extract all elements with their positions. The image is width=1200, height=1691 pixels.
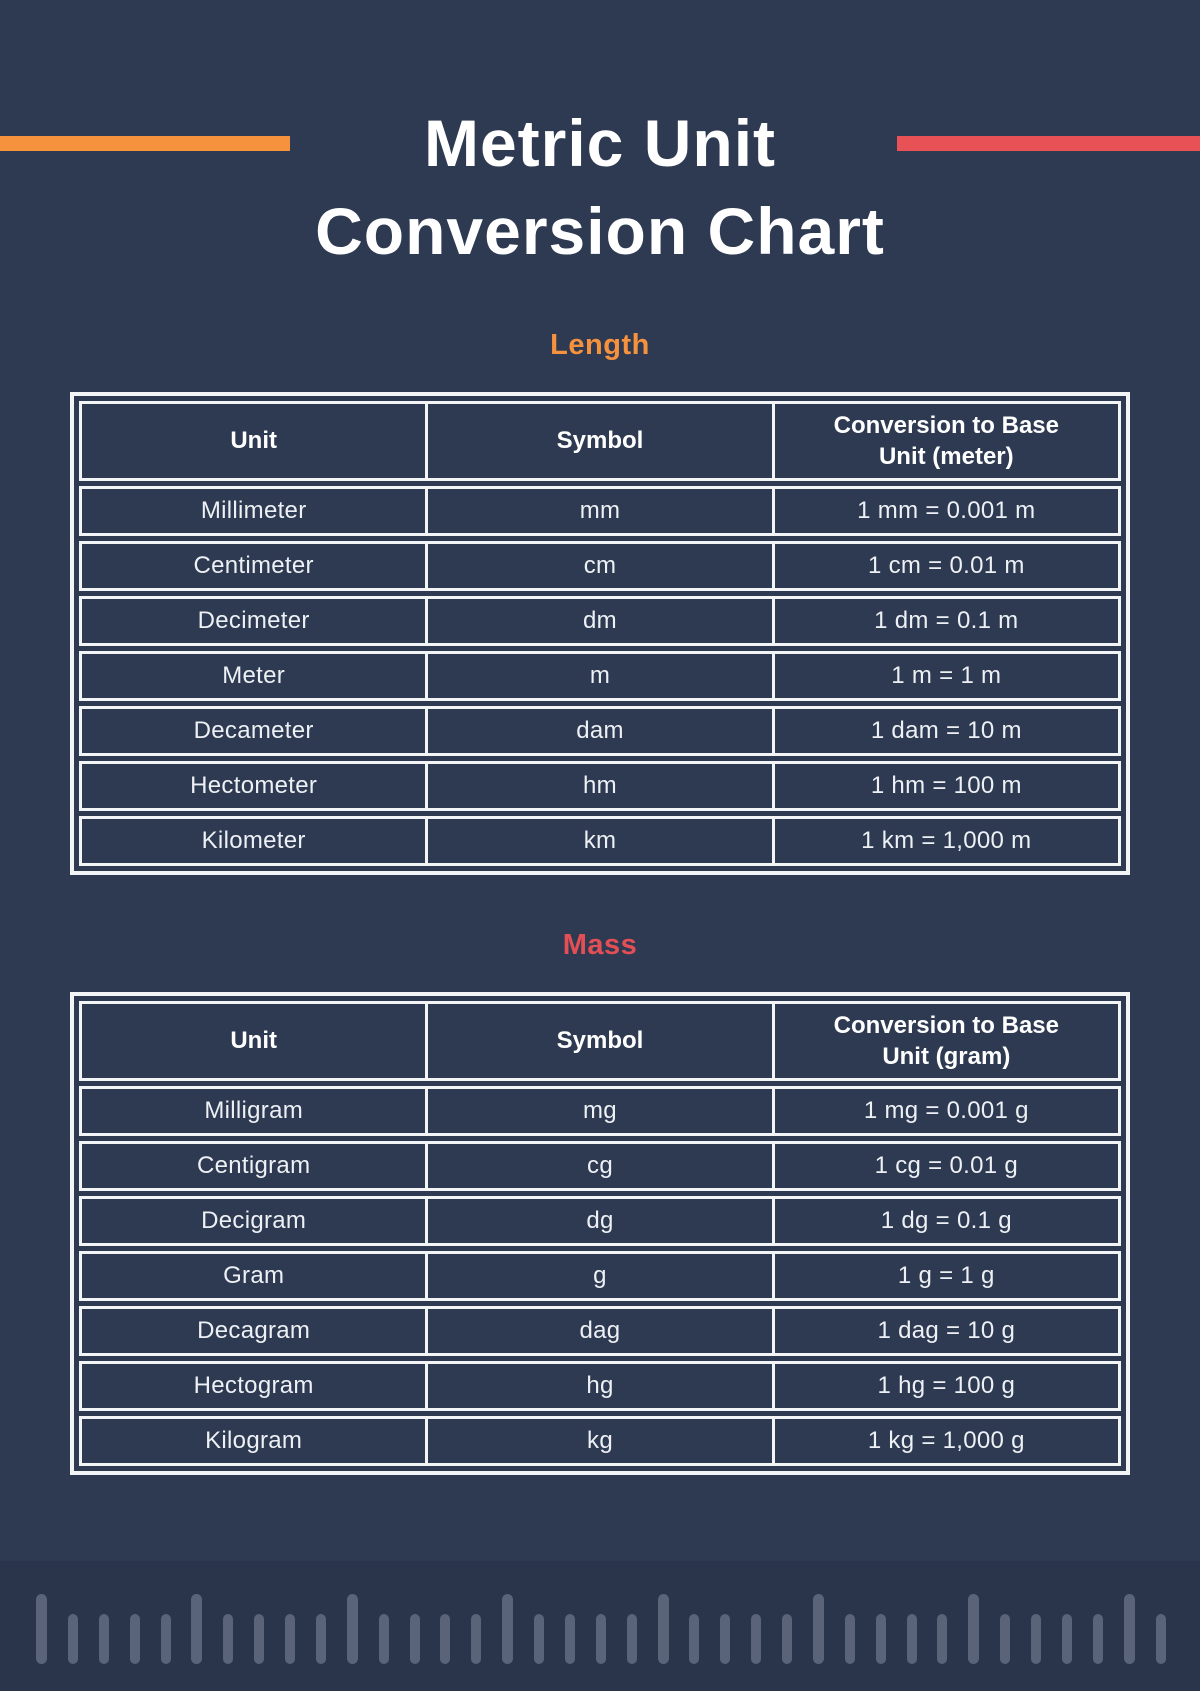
- table-row: [79, 1416, 1121, 1466]
- unit-cell: [82, 1254, 425, 1298]
- unit-cell-value: Gram: [223, 1262, 285, 1289]
- table-header-row: [79, 1001, 1121, 1081]
- table-row: [79, 1306, 1121, 1356]
- ruler-tick: [937, 1614, 947, 1664]
- conversion-cell-value: 1 km = 1,000 m: [861, 827, 1032, 854]
- unit-cell-value: Kilogram: [205, 1427, 303, 1454]
- ruler-tick: [627, 1614, 637, 1664]
- symbol-cell-value: g: [593, 1262, 607, 1289]
- unit-cell: [82, 1089, 425, 1133]
- ruler-major-tick: [1124, 1594, 1135, 1664]
- conversion-cell-value: 1 cg = 0.01 g: [874, 1152, 1018, 1179]
- conversion-cell-value: 1 g = 1 g: [897, 1262, 995, 1289]
- symbol-cell-value: kg: [587, 1427, 613, 1454]
- column-header-label: Conversion to Base Unit (gram): [833, 1011, 1059, 1070]
- ruler-tick: [596, 1614, 606, 1664]
- conversion-cell: [772, 654, 1118, 698]
- symbol-cell: [425, 1309, 771, 1353]
- ruler-tick: [534, 1614, 544, 1664]
- conversion-cell-value: 1 hg = 100 g: [877, 1372, 1016, 1399]
- unit-cell: [82, 1364, 425, 1408]
- conversion-cell: [772, 709, 1118, 753]
- table-row: [79, 596, 1121, 646]
- unit-cell-value: Hectometer: [190, 772, 318, 799]
- symbol-cell: [425, 709, 771, 753]
- column-header-label: Unit: [230, 427, 277, 455]
- ruler-tick: [782, 1614, 792, 1664]
- ruler-tick: [1156, 1614, 1166, 1664]
- conversion-cell-value: 1 dam = 10 m: [870, 717, 1022, 744]
- unit-cell: [82, 1144, 425, 1188]
- symbol-cell: [425, 654, 771, 698]
- conversion-cell: [772, 764, 1118, 808]
- table-row: [79, 1361, 1121, 1411]
- table-row: [79, 706, 1121, 756]
- symbol-cell: [425, 1089, 771, 1133]
- conversion-cell-value: 1 dag = 10 g: [877, 1317, 1016, 1344]
- ruler-tick: [751, 1614, 761, 1664]
- ruler-major-tick: [36, 1594, 47, 1664]
- unit-cell-value: Millimeter: [200, 497, 307, 524]
- page-title-line1: Metric Unit: [423, 106, 777, 180]
- length-section-label: Length: [550, 329, 650, 361]
- conversion-cell-value: 1 mm = 0.001 m: [857, 497, 1036, 524]
- conversion-cell: [772, 489, 1118, 533]
- ruler-major-tick: [813, 1594, 824, 1664]
- conversion-cell: [772, 599, 1118, 643]
- symbol-cell: [425, 599, 771, 643]
- unit-cell: [82, 764, 425, 808]
- table-row: [79, 1086, 1121, 1136]
- ruler-tick: [440, 1614, 450, 1664]
- poster-header: [0, 0, 1200, 275]
- right-accent-bar: [897, 136, 1200, 151]
- ruler-tick: [1062, 1614, 1072, 1664]
- symbol-cell-value: hm: [583, 772, 617, 799]
- symbol-cell-value: cm: [583, 552, 617, 579]
- conversion-cell: [772, 1419, 1118, 1463]
- symbol-cell-value: dg: [586, 1207, 614, 1234]
- ruler-tick: [161, 1614, 171, 1664]
- section-length: [0, 329, 1200, 875]
- page-title: [0, 99, 1200, 275]
- unit-cell-value: Decameter: [193, 717, 314, 744]
- conversion-cell-value: 1 dm = 0.1 m: [874, 607, 1019, 634]
- conversion-cell-value: 1 m = 1 m: [891, 662, 1002, 689]
- conversion-cell-value: 1 hm = 100 m: [870, 772, 1022, 799]
- section-mass: [0, 929, 1200, 1475]
- length-conversion-table: [70, 392, 1130, 875]
- symbol-cell: [425, 819, 771, 863]
- unit-cell-value: Kilometer: [201, 827, 306, 854]
- table-row: [79, 1196, 1121, 1246]
- symbol-cell: [425, 1364, 771, 1408]
- unit-cell: [82, 489, 425, 533]
- conversion-cell-value: 1 mg = 0.001 g: [863, 1097, 1029, 1124]
- symbol-cell-value: dam: [576, 717, 624, 744]
- symbol-cell: [425, 1419, 771, 1463]
- ruler-tick: [316, 1614, 326, 1664]
- table-row: [79, 1251, 1121, 1301]
- column-header-label: Symbol: [556, 427, 644, 455]
- unit-cell-value: Milligram: [204, 1097, 304, 1124]
- ruler-tick: [130, 1614, 140, 1664]
- table-row: [79, 541, 1121, 591]
- unit-cell-value: Decimeter: [197, 607, 310, 634]
- ruler-tick: [1093, 1614, 1103, 1664]
- column-header-unit-cell: [82, 1004, 425, 1078]
- page-title-line2: Conversion Chart: [315, 194, 885, 268]
- unit-cell: [82, 819, 425, 863]
- ruler-tick: [99, 1614, 109, 1664]
- left-accent-bar: [0, 136, 290, 151]
- symbol-cell-value: mm: [579, 497, 621, 524]
- ruler-major-tick: [502, 1594, 513, 1664]
- column-header-symbol-cell: [425, 404, 771, 478]
- ruler-major-tick: [191, 1594, 202, 1664]
- ruler-major-tick: [658, 1594, 669, 1664]
- symbol-cell-value: m: [589, 662, 611, 689]
- table-row: [79, 486, 1121, 536]
- column-header-symbol-cell: [425, 1004, 771, 1078]
- conversion-cell-value: 1 dg = 0.1 g: [880, 1207, 1012, 1234]
- unit-cell: [82, 709, 425, 753]
- column-header-conversion-cell: [772, 404, 1118, 478]
- conversion-cell: [772, 1089, 1118, 1133]
- column-header-label: Conversion to Base Unit (meter): [833, 411, 1059, 470]
- conversion-cell: [772, 819, 1118, 863]
- conversion-cell: [772, 1144, 1118, 1188]
- sections-container: [0, 329, 1200, 1475]
- ruler-tick: [68, 1614, 78, 1664]
- unit-cell: [82, 599, 425, 643]
- symbol-cell: [425, 1254, 771, 1298]
- ruler-major-tick: [347, 1594, 358, 1664]
- unit-cell-value: Meter: [222, 662, 286, 689]
- ruler-footer: [0, 1561, 1200, 1691]
- unit-cell-value: Decigram: [201, 1207, 307, 1234]
- unit-cell: [82, 1419, 425, 1463]
- ruler-tick: [845, 1614, 855, 1664]
- ruler-tick: [223, 1614, 233, 1664]
- ruler-major-tick: [968, 1594, 979, 1664]
- table-row: [79, 761, 1121, 811]
- conversion-cell: [772, 1364, 1118, 1408]
- mass-conversion-table: [70, 992, 1130, 1475]
- column-header-label: Unit: [230, 1027, 277, 1055]
- conversion-cell: [772, 1254, 1118, 1298]
- ruler-tick: [1031, 1614, 1041, 1664]
- ruler-tick: [285, 1614, 295, 1664]
- conversion-cell-value: 1 kg = 1,000 g: [867, 1427, 1025, 1454]
- unit-cell-value: Hectogram: [193, 1372, 314, 1399]
- unit-cell-value: Centimeter: [193, 552, 314, 579]
- column-header-unit-cell: [82, 404, 425, 478]
- ruler-tick: [379, 1614, 389, 1664]
- symbol-cell: [425, 489, 771, 533]
- ruler-tick: [720, 1614, 730, 1664]
- symbol-cell-value: dm: [583, 607, 617, 634]
- symbol-cell: [425, 764, 771, 808]
- column-header-label: Symbol: [556, 1027, 644, 1055]
- unit-cell-value: Centigram: [196, 1152, 311, 1179]
- table-row: [79, 1141, 1121, 1191]
- column-header-conversion-cell: [772, 1004, 1118, 1078]
- symbol-cell-value: cg: [587, 1152, 613, 1179]
- ruler-tick: [410, 1614, 420, 1664]
- ruler-tick: [471, 1614, 481, 1664]
- symbol-cell-value: hg: [586, 1372, 614, 1399]
- ruler-tick: [689, 1614, 699, 1664]
- symbol-cell: [425, 1144, 771, 1188]
- symbol-cell: [425, 544, 771, 588]
- table-row: [79, 816, 1121, 866]
- table-row: [79, 651, 1121, 701]
- ruler-tick: [1000, 1614, 1010, 1664]
- table-header-row: [79, 401, 1121, 481]
- unit-cell-value: Decagram: [197, 1317, 311, 1344]
- symbol-cell-value: km: [583, 827, 617, 854]
- conversion-cell: [772, 544, 1118, 588]
- symbol-cell-value: mg: [583, 1097, 617, 1124]
- conversion-cell: [772, 1309, 1118, 1353]
- symbol-cell: [425, 1199, 771, 1243]
- conversion-cell: [772, 1199, 1118, 1243]
- unit-cell: [82, 1199, 425, 1243]
- conversion-cell-value: 1 cm = 0.01 m: [868, 552, 1025, 579]
- mass-section-label: Mass: [562, 929, 638, 961]
- symbol-cell-value: dag: [579, 1317, 621, 1344]
- ruler-tick: [876, 1614, 886, 1664]
- unit-cell: [82, 1309, 425, 1353]
- ruler-tick: [565, 1614, 575, 1664]
- ruler-tick: [907, 1614, 917, 1664]
- unit-cell: [82, 654, 425, 698]
- unit-cell: [82, 544, 425, 588]
- ruler-tick: [254, 1614, 264, 1664]
